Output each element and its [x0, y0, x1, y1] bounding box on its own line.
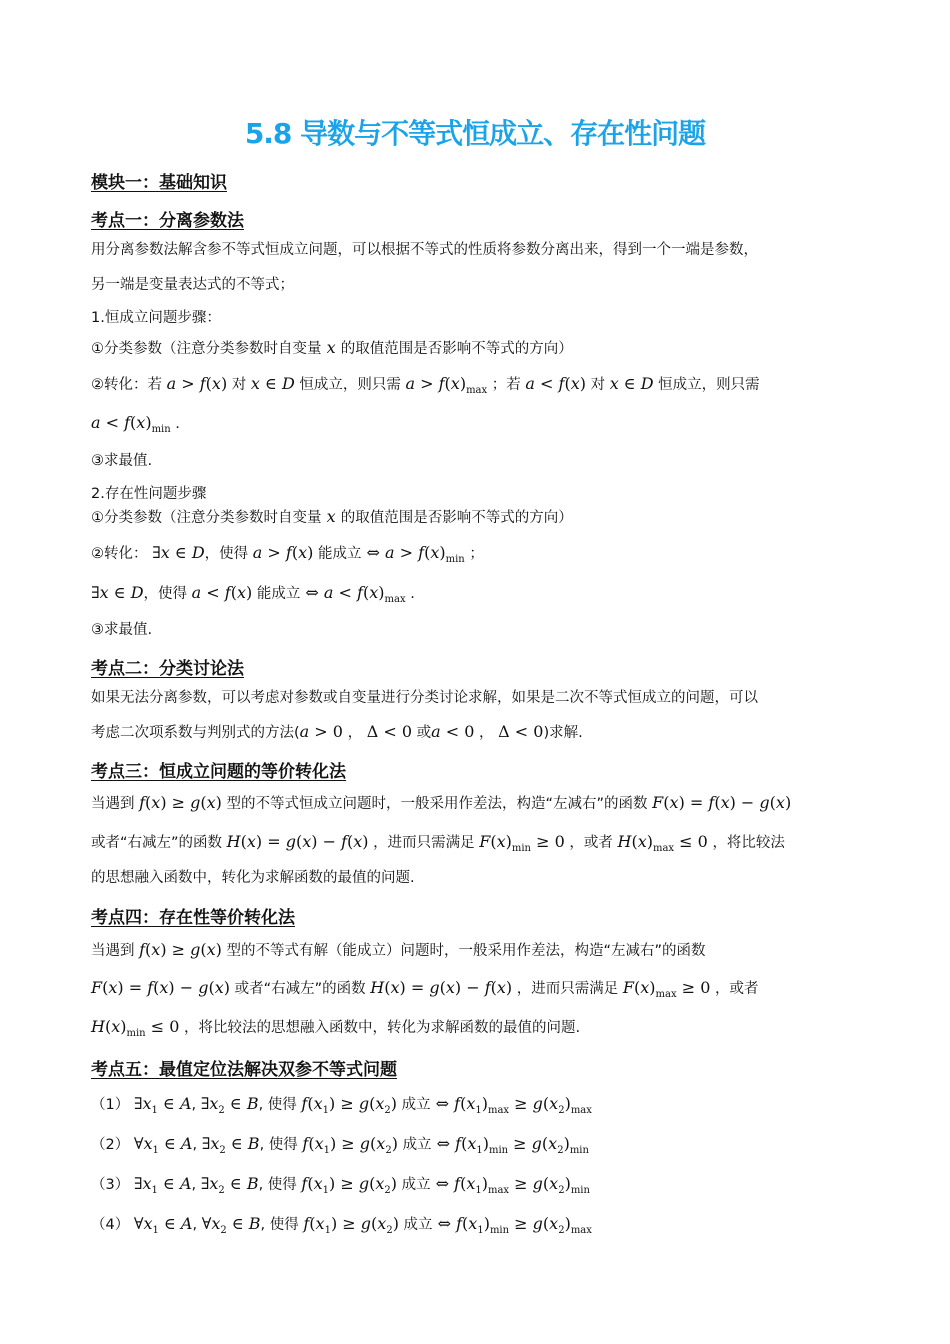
kp1-exist-step-2b: ∃x ∈ D，使得 a < f(x) 能成立 ⇔ $a < f(x)_{max}$ . [91, 583, 415, 605]
kp1-intro-1: 用分离参数法解含参不等式恒成立问题，可以根据不等式的性质将参数分离出来，得到一个一端是参数， [91, 242, 758, 258]
kp3-line-1: 当遇到 f(x) ≥ g(x) 型的不等式恒成立问题时，一般采用作差法，构造“左减右”的函数 F(x) = f(x) − g(x) [91, 793, 792, 812]
kp1-exist-step-3: ③求最值. [91, 622, 153, 638]
kp2-line-1: 如果无法分离参数，可以考虑对参数或自变量进行分类讨论求解，如果是二次不等式恒成立的问题，可以 [91, 690, 758, 706]
kp5-heading: 考点五：最值定位法解决双参不等式问题 [91, 1060, 397, 1080]
kp1-exist-step-2: ②转化： ∃x ∈ D，使得 a > f(x) 能成立 ⇔ $a > f(x)_{min}$ ； [91, 543, 484, 565]
kp4-line-1: 当遇到 f(x) ≥ g(x) 型的不等式有解（能成立）问题时，一般采用作差法，构造“左减右”的函数 [91, 940, 706, 959]
kp1-heading: 考点一：分离参数法 [91, 211, 244, 231]
kp5-item-4: （4） $\forall x_1$ ∈ A, $\forall x_2$ ∈ B, 使得 $f(x_1) \ge g(x_2)$ 成立 ⇔ $f(x_1)_{min} \ge g(x_2)_{max}$ [91, 1214, 592, 1236]
kp1-step-2: ②转化：若 a > f(x) 对 x ∈ D 恒成立，则只需 $a > f(x)_{max}$ ；若 a < f(x) 对 x ∈ D 恒成立，则只需 [91, 374, 760, 396]
kp5-item-2: （2） $\forall x_1$ ∈ A, $\exists x_2$ ∈ B, 使得 $f(x_1) \ge g(x_2)$ 成立 ⇔ $f(x_1)_{min} \ge g(x_2)_{min}$ [91, 1134, 589, 1156]
kp1-subhead-2: 2.存在性问题步骤 [91, 486, 207, 502]
page-title: 5.8 导数与不等式恒成立、存在性问题 [244, 117, 706, 150]
kp1-intro-2: 另一端是变量表达式的不等式； [91, 277, 294, 293]
kp3-line-2: 或者“右减左”的函数 H(x) = g(x) − f(x) ，进而只需满足 $F(x)_{min} \ge 0$ ，或者 $H(x)_{max} \le 0$ ，将比较法 [91, 832, 785, 854]
kp4-heading: 考点四：存在性等价转化法 [91, 908, 295, 928]
module-heading: 模块一：基础知识 [91, 173, 227, 193]
kp3-line-3: 的思想融入函数中，转化为求解函数的最值的问题. [91, 870, 415, 886]
kp5-item-3: （3） $\exists x_1$ ∈ A, $\exists x_2$ ∈ B, 使得 $f(x_1) \ge g(x_2)$ 成立 ⇔ $f(x_1)_{max} \ge g(x_2)_{min}$ [91, 1174, 590, 1196]
kp1-subhead-1: 1.恒成立问题步骤： [91, 310, 221, 326]
kp1-step-1: ①分类参数（注意分类参数时自变量 x 的取值范围是否影响不等式的方向） [91, 338, 573, 357]
kp1-exist-step-1: ①分类参数（注意分类参数时自变量 x 的取值范围是否影响不等式的方向） [91, 507, 573, 526]
kp3-heading: 考点三：恒成立问题的等价转化法 [91, 762, 346, 782]
kp5-item-1: （1） $\exists x_1$ ∈ A, $\exists x_2$ ∈ B, 使得 $f(x_1) \ge g(x_2)$ 成立 ⇔ $f(x_1)_{max} \ge g(x_2)_{max}$ [91, 1094, 592, 1116]
kp2-line-2: 考虑二次项系数与判别式的方法(a > 0 ， Δ < 0 或a < 0 ， Δ < 0)求解. [91, 722, 583, 741]
kp4-line-3: $H(x)_{min} \le 0$ ，将比较法的思想融入函数中，转化为求解函数的最值的问题. [91, 1017, 581, 1039]
kp4-line-2: F(x) = f(x) − g(x) 或者“右减左”的函数 H(x) = g(x) − f(x) ，进而只需满足 $F(x)_{max} \ge 0$ ，或者 [91, 978, 759, 1000]
kp1-step-3: ③求最值. [91, 453, 153, 469]
kp1-step-2-cont: $a < f(x)_{min}$ . [91, 413, 180, 435]
kp2-heading: 考点二：分类讨论法 [91, 659, 244, 679]
